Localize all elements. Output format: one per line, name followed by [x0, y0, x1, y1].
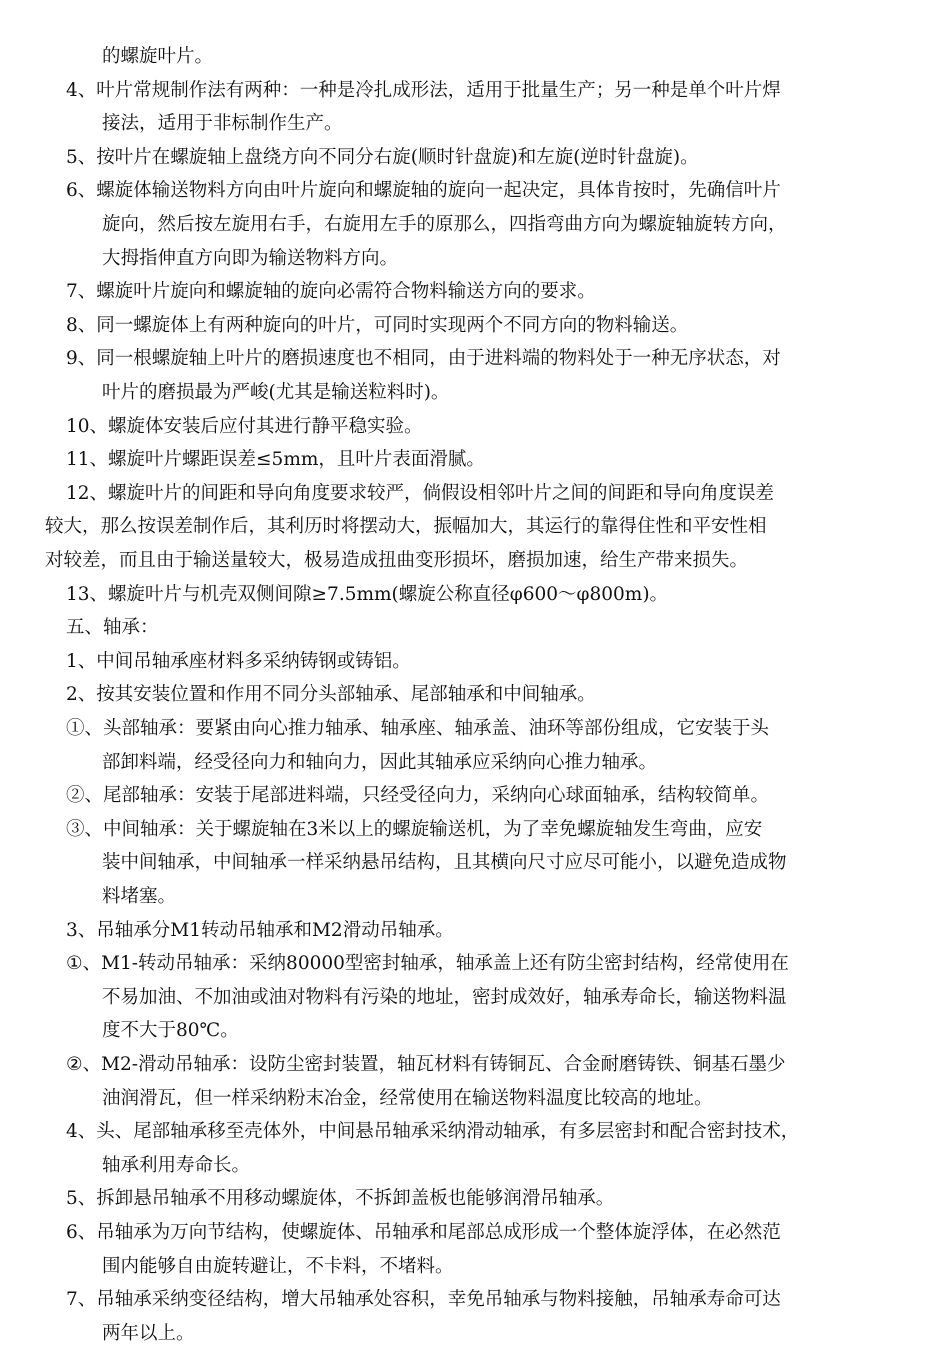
text-line: 较大，那么按误差制作后，其利历时将摆动大，振幅加大，其运行的靠得住性和平安性相 [45, 516, 767, 538]
text-line: ②、M2-滑动吊轴承：设防尘密封装置，轴瓦材料有铸铜瓦、合金耐磨铸铁、铜基石墨少 [66, 1054, 786, 1075]
paragraph [0, 578, 950, 612]
text-line: 大拇指伸直方向即为输送物料方向。 [102, 247, 399, 269]
paragraph [0, 74, 950, 141]
text-line: 8、同一螺旋体上有两种旋向的叶片，可同时实现两个不同方向的物料输送。 [66, 314, 689, 336]
paragraph [0, 645, 950, 679]
text-line: 接法，适用于非标制作生产。 [102, 113, 343, 135]
paragraph [0, 275, 950, 309]
text-line: 12、螺旋叶片的间距和导向角度要求较严，倘假设相邻叶片之间的间距和导向角度误差 [66, 482, 775, 504]
paragraph [0, 611, 950, 645]
text-line: 轴承利用寿命长。 [102, 1154, 251, 1176]
text-line: 6、吊轴承为万向节结构，使螺旋体、吊轴承和尾部总成形成一个整体旋浮体，在必然范 [66, 1222, 781, 1243]
text-line: 4、叶片常规制作法有两种：一种是冷扎成形法，适用于批量生产；另一种是单个叶片焊 [66, 79, 781, 101]
text-line: 两年以上。 [102, 1322, 195, 1344]
text-line: 部卸料端，经受径向力和轴向力，因此其轴承应采纳向心推力轴承。 [102, 751, 658, 773]
paragraph [0, 141, 950, 175]
paragraph [0, 443, 950, 477]
paragraph [0, 712, 950, 779]
text-line: 9、同一根螺旋轴上叶片的磨损速度也不相同，由于进料端的物料处于一种无序状态，对 [66, 348, 781, 370]
text-line: 5、拆卸悬吊轴承不用移动螺旋体，不拆卸盖板也能够润滑吊轴承。 [66, 1188, 615, 1210]
text-line: 五、轴承： [66, 617, 159, 639]
text-line: 围内能够自由旋转避让，不卡料，不堵料。 [102, 1255, 454, 1277]
text-line: 不易加油、不加油或油对物料有污染的地址，密封成效好，轴承寿命长，输送物料温 [102, 986, 787, 1008]
text-line: 料堵塞。 [102, 885, 177, 907]
paragraph [0, 1048, 950, 1115]
text-line: 11、螺旋叶片螺距误差≤5mm，且叶片表面滑腻。 [66, 449, 485, 471]
text-line: 10、螺旋体安装后应付其进行静平稳实验。 [66, 415, 423, 437]
paragraph [0, 947, 950, 1048]
text-line: ①、M1-转动吊轴承：采纳80000型密封轴承，轴承盖上还有防尘密封结构，经常使用在 [66, 953, 789, 975]
text-line: 13、螺旋叶片与机壳双侧间隙≥7.5mm(螺旋公称直径φ600～φ800m)。 [66, 583, 669, 605]
text-line: ②、尾部轴承：安装于尾部进料端，只经受径向力，采纳向心球面轴承，结构较简单。 [66, 785, 770, 807]
paragraph [0, 174, 950, 275]
paragraph [0, 309, 950, 343]
text-line: 装中间轴承，中间轴承一样采纳悬吊结构，且其横向尺寸应尽可能小，以避免造成物 [102, 852, 787, 874]
text-line: 6、螺旋体输送物料方向由叶片旋向和螺旋轴的旋向一起决定，具体肯按时，先确信叶片 [66, 180, 781, 202]
text-line: 旋向，然后按左旋用右手，右旋用左手的原那么，四指弯曲方向为螺旋轴旋转方向， [102, 213, 787, 235]
text-line: 7、螺旋叶片旋向和螺旋轴的旋向必需符合物料输送方向的要求。 [66, 281, 596, 303]
text-line: 叶片的磨损最为严峻(尤其是输送粒料时)。 [102, 381, 450, 403]
text-line: 的螺旋叶片。 [102, 46, 214, 67]
paragraph [0, 477, 950, 578]
paragraph [0, 40, 950, 74]
paragraph [0, 410, 950, 444]
paragraph [0, 1115, 950, 1182]
paragraph [0, 1283, 950, 1350]
text-line: 度不大于80℃。 [102, 1020, 239, 1042]
text-line: 3、吊轴承分M1转动吊轴承和M2滑动吊轴承。 [66, 919, 454, 941]
text-line: ①、头部轴承：要紧由向心推力轴承、轴承座、轴承盖、油环等部份组成，它安装于头 [66, 718, 770, 739]
text-line: ③、中间轴承：关于螺旋轴在3米以上的螺旋输送机，为了幸免螺旋轴发生弯曲，应安 [66, 818, 763, 840]
text-line: 油润滑瓦，但一样采纳粉末冶金，经常使用在输送物料温度比较高的地址。 [102, 1087, 713, 1109]
paragraph [0, 342, 950, 409]
paragraph [0, 813, 950, 914]
text-line: 2、按其安装位置和作用不同分头部轴承、尾部轴承和中间轴承。 [66, 684, 596, 706]
text-line: 对较差，而且由于输送量较大，极易造成扭曲变形损坏，磨损加速，给生产带来损失。 [45, 549, 749, 571]
text-line: 7、吊轴承采纳变径结构，增大吊轴承处容积，幸免吊轴承与物料接触，吊轴承寿命可达 [66, 1289, 781, 1311]
paragraph [0, 1182, 950, 1216]
paragraph [0, 678, 950, 712]
text-line: 4、头、尾部轴承移至壳体外，中间悬吊轴承采纳滑动轴承，有多层密封和配合密封技术， [66, 1121, 800, 1143]
paragraph [0, 914, 950, 948]
paragraph [0, 779, 950, 813]
text-line: 1、中间吊轴承座材料多采纳铸钢或铸铝。 [66, 650, 411, 672]
text-line: 5、按叶片在螺旋轴上盘绕方向不同分右旋(顺时针盘旋)和左旋(逆时针盘旋)。 [66, 146, 699, 168]
paragraph [0, 1216, 950, 1283]
